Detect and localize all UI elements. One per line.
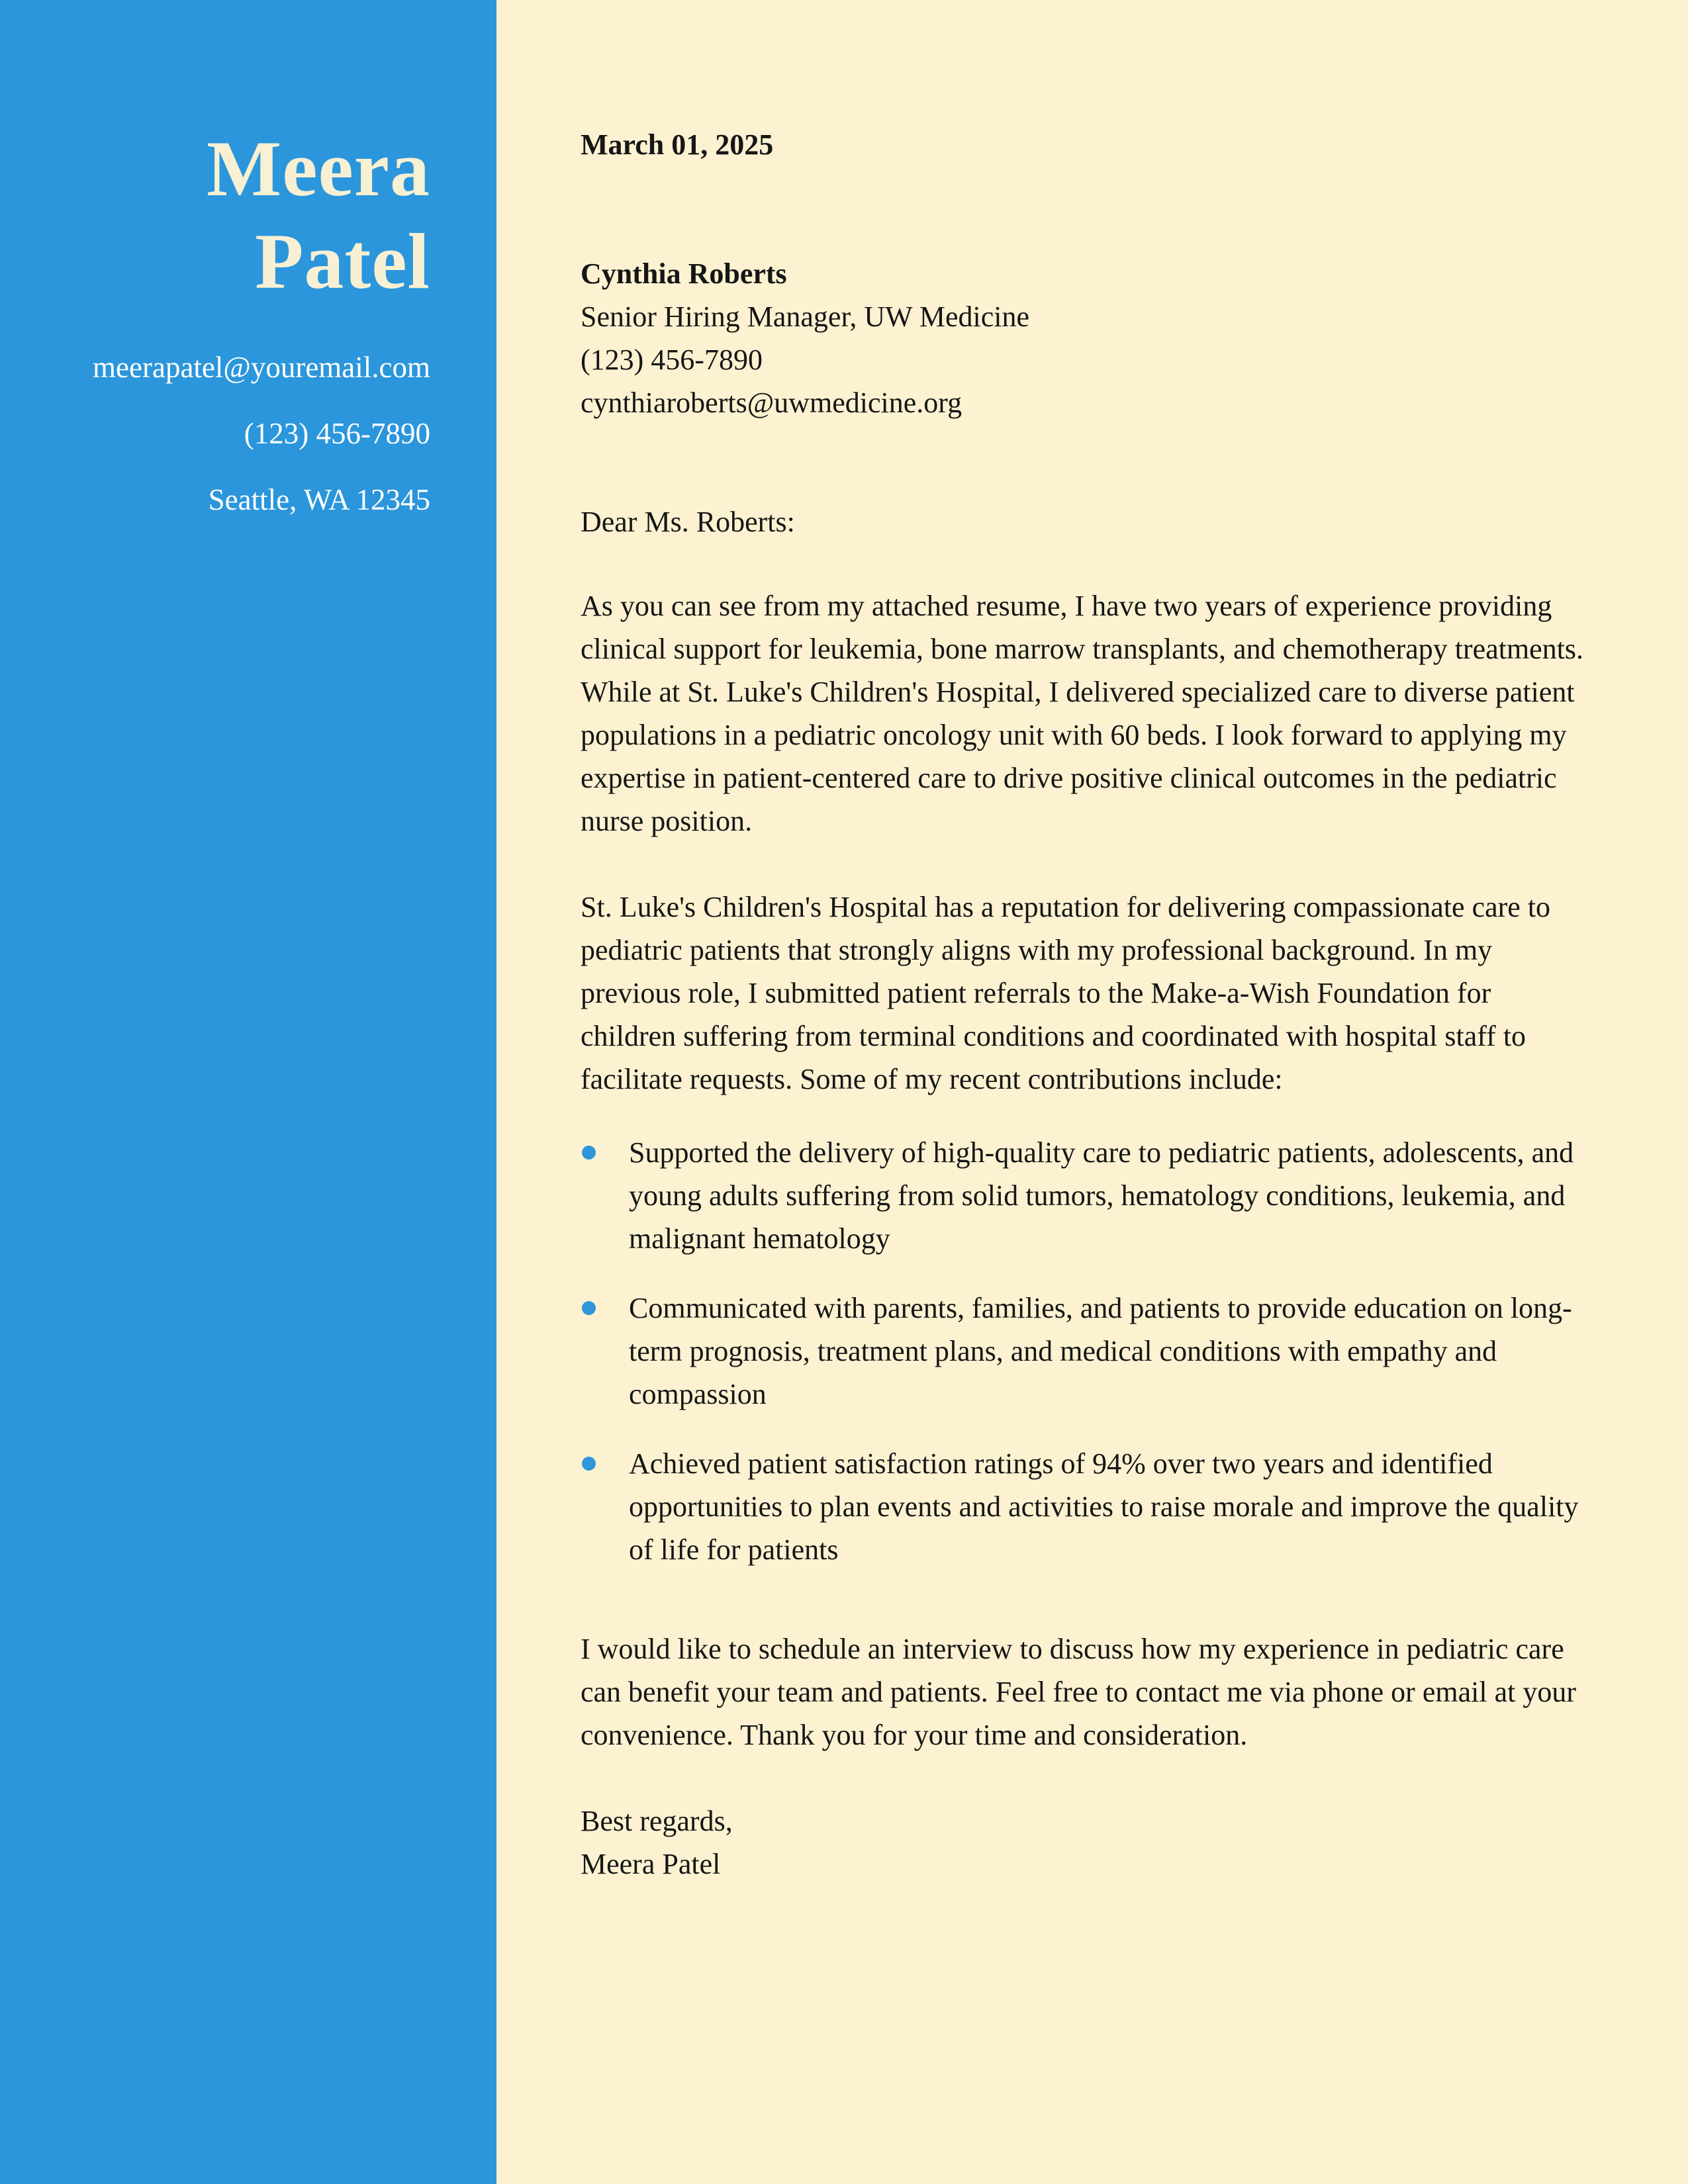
contributions-list: [581, 1131, 1587, 1571]
recipient-title: Senior Hiring Manager, UW Medicine: [581, 300, 1030, 333]
bullet-icon: [582, 1301, 596, 1315]
list-item: [581, 1287, 1587, 1416]
applicant-phone: (123) 456-7890: [244, 417, 430, 450]
recipient-name: Cynthia Roberts: [581, 257, 787, 290]
paragraph-experience: As you can see from my attached resume, I have two years of experience providing clinical support for leukemia, bone marrow transplants, and chemotherapy treatments. While at St. Luke's Children's Hospital, I delivered specialized care to diverse patient populations in a pediatric oncology unit with 60 beds. I look forward to applying my expertise in patient-centered care to drive positive clinical outcomes in the pediatric nurse position.: [581, 590, 1584, 837]
sidebar: [0, 0, 496, 2184]
signoff: Best regards,: [581, 1805, 733, 1837]
paragraph-background: St. Luke's Children's Hospital has a reputation for delivering compassionate care to pediatric patients that strongly aligns with my professional background. In my previous role, I submitted patient referrals to the Make-a-Wish Foundation for children suffering from terminal conditions and coordinated with hospital staff to facilitate requests. Some of my recent contributions include:: [581, 891, 1551, 1095]
applicant-last-name: Patel: [255, 217, 430, 305]
salutation: Dear Ms. Roberts:: [581, 506, 795, 538]
letter-date: March 01, 2025: [581, 128, 774, 161]
bullet-icon: [582, 1146, 596, 1160]
recipient-phone: (123) 456-7890: [581, 343, 763, 376]
recipient-block: [581, 252, 1587, 424]
list-item: [581, 1442, 1587, 1571]
paragraph-closing: I would like to schedule an interview to discuss how my experience in pediatric care can benefit your team and patients. Feel free to contact me via phone or email at your convenience. Thank you for your time and consideration.: [581, 1633, 1576, 1751]
applicant-name: [33, 122, 430, 308]
recipient-email: cynthiaroberts@uwmedicine.org: [581, 387, 962, 419]
applicant-first-name: Meera: [206, 124, 430, 212]
letter-body: [496, 0, 1688, 2184]
list-item: [581, 1131, 1587, 1260]
list-item-text: Supported the delivery of high-quality care to pediatric patients, adolescents, and young adults suffering from solid tumors, hematology conditions, leukemia, and malignant hematology: [629, 1136, 1574, 1255]
contact-block: [33, 346, 430, 521]
list-item-text: Achieved patient satisfaction ratings of 94% over two years and identified opportunities to plan events and activities to raise morale and improve the quality of life for patients: [629, 1447, 1579, 1566]
applicant-location: Seattle, WA 12345: [208, 483, 430, 516]
applicant-email: meerapatel@youremail.com: [93, 351, 430, 384]
signature-name: Meera Patel: [581, 1848, 721, 1880]
list-item-text: Communicated with parents, families, and patients to provide education on long-term prognosis, treatment plans, and medical conditions with empathy and compassion: [629, 1292, 1572, 1410]
bullet-icon: [582, 1457, 596, 1471]
